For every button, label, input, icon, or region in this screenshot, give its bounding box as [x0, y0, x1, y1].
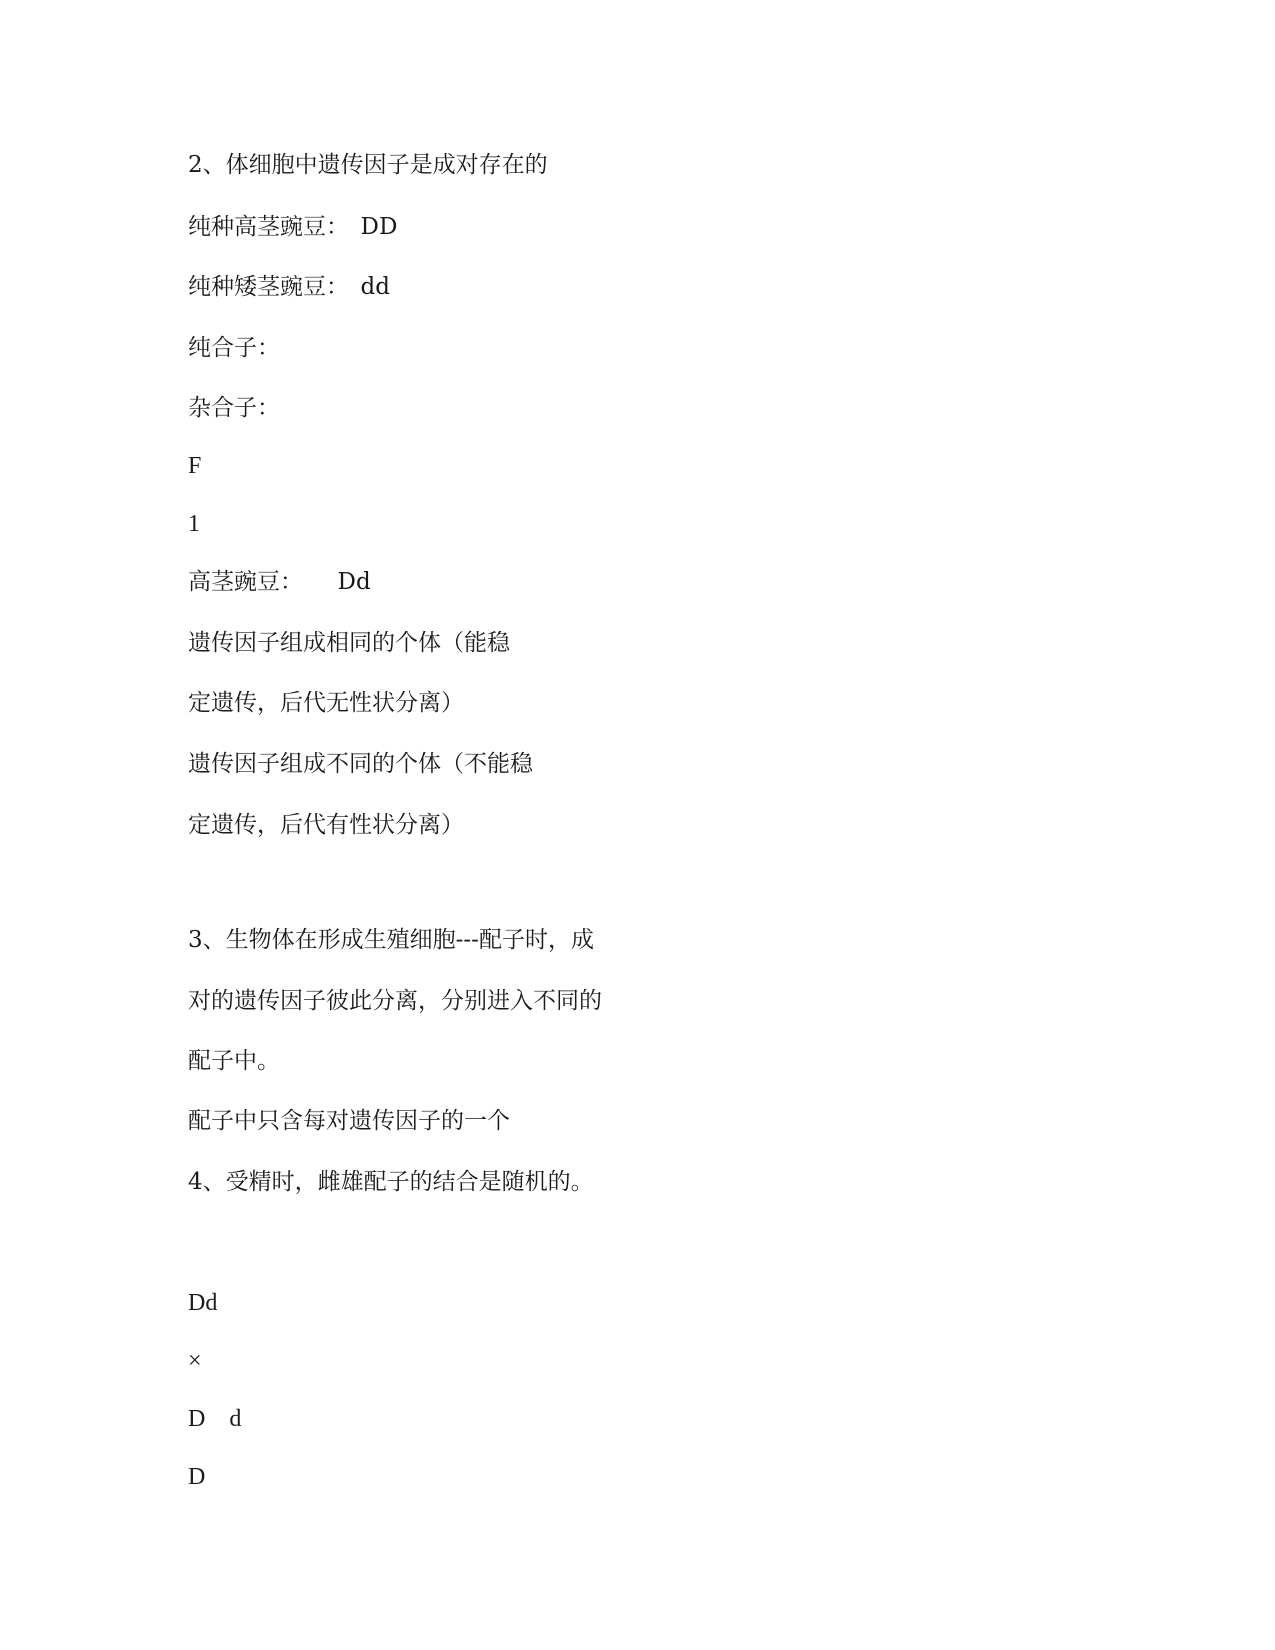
- text-line: 定遗传，后代有性状分离）: [188, 812, 464, 838]
- text-line: D: [188, 1464, 206, 1490]
- text-line: 纯种矮茎豌豆： dd: [188, 274, 390, 300]
- text-line: 2、体细胞中遗传因子是成对存在的: [188, 152, 548, 178]
- text-line: 遗传因子组成相同的个体（能稳: [188, 630, 510, 656]
- text-line: 定遗传，后代无性状分离）: [188, 690, 464, 716]
- text-line: 纯合子：: [188, 335, 280, 361]
- text-line: 遗传因子组成不同的个体（不能稳: [188, 751, 533, 777]
- text-line: F: [188, 453, 202, 479]
- text-line: 高茎豌豆： Dd: [188, 569, 371, 595]
- text-line: 4、受精时，雌雄配子的结合是随机的。: [188, 1169, 594, 1195]
- text-line: 3、生物体在形成生殖细胞---配子时，成: [188, 927, 594, 953]
- text-line: 配子中。: [188, 1048, 280, 1074]
- text-line: ×: [188, 1348, 202, 1374]
- text-line: 纯种高茎豌豆： DD: [188, 214, 398, 240]
- text-line: Dd: [188, 1290, 218, 1316]
- text-line: D d: [188, 1406, 242, 1432]
- text-line: 配子中只含每对遗传因子的一个: [188, 1108, 510, 1134]
- text-line: 对的遗传因子彼此分离，分别进入不同的: [188, 988, 602, 1014]
- text-line: 1: [188, 511, 200, 537]
- text-line: 杂合子：: [188, 395, 280, 421]
